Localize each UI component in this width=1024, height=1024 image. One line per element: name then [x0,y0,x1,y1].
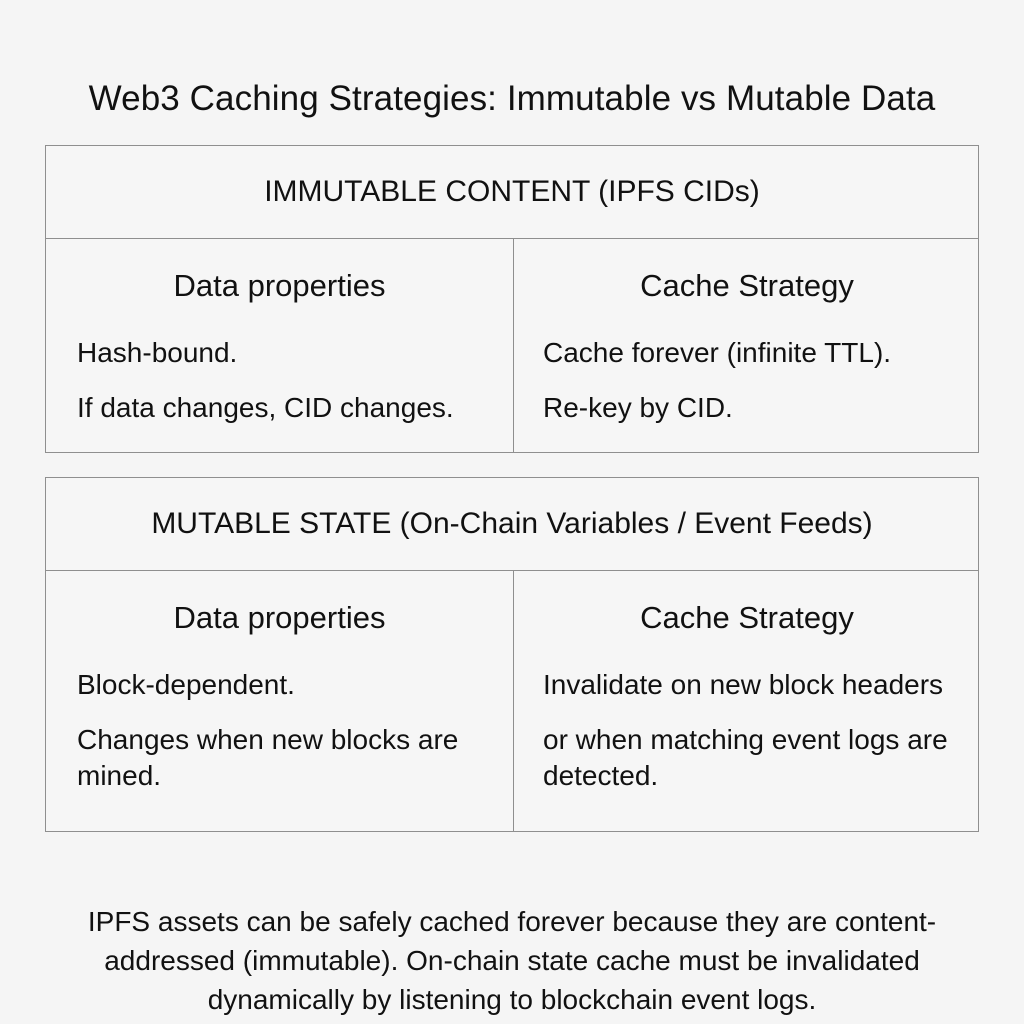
immutable-cache-strategy-column [513,239,980,452]
mutable-data-properties-heading: Data properties [173,600,386,635]
mutable-property-block-dependent: Block-dependent. [77,669,295,700]
mutable-data-properties-column [46,571,513,831]
immutable-cache-strategy-heading: Cache Strategy [640,268,854,303]
immutable-property-hash-bound: Hash-bound. [77,337,238,368]
caching-footnote: IPFS assets can be safely cached forever because they are content-addressed (immutable). On-chain state cache must be invalidated dynamically by listening to blockchain event logs. [87,906,937,1015]
mutable-property-new-blocks: Changes when new blocks are mined. [77,724,459,791]
mutable-strategy-event-logs: or when matching event logs are detected. [543,724,948,791]
immutable-strategy-rekey-by-cid: Re-key by CID. [543,392,733,423]
immutable-data-properties-column [46,239,513,452]
mutable-strategy-block-headers: Invalidate on new block headers [543,669,944,700]
immutable-property-cid-changes: If data changes, CID changes. [77,392,454,423]
immutable-content-panel [45,145,979,453]
mutable-state-panel [45,477,979,832]
mutable-cache-strategy-column [513,571,980,831]
immutable-data-properties-heading: Data properties [173,268,386,303]
immutable-strategy-cache-forever: Cache forever (infinite TTL). [543,337,892,368]
mutable-cache-strategy-heading: Cache Strategy [640,600,854,635]
diagram-title: Web3 Caching Strategies: Immutable vs Mutable Data [88,79,936,119]
immutable-content-heading: IMMUTABLE CONTENT (IPFS CIDs) [46,146,978,239]
mutable-state-heading: MUTABLE STATE (On-Chain Variables / Event Feeds) [46,478,978,571]
